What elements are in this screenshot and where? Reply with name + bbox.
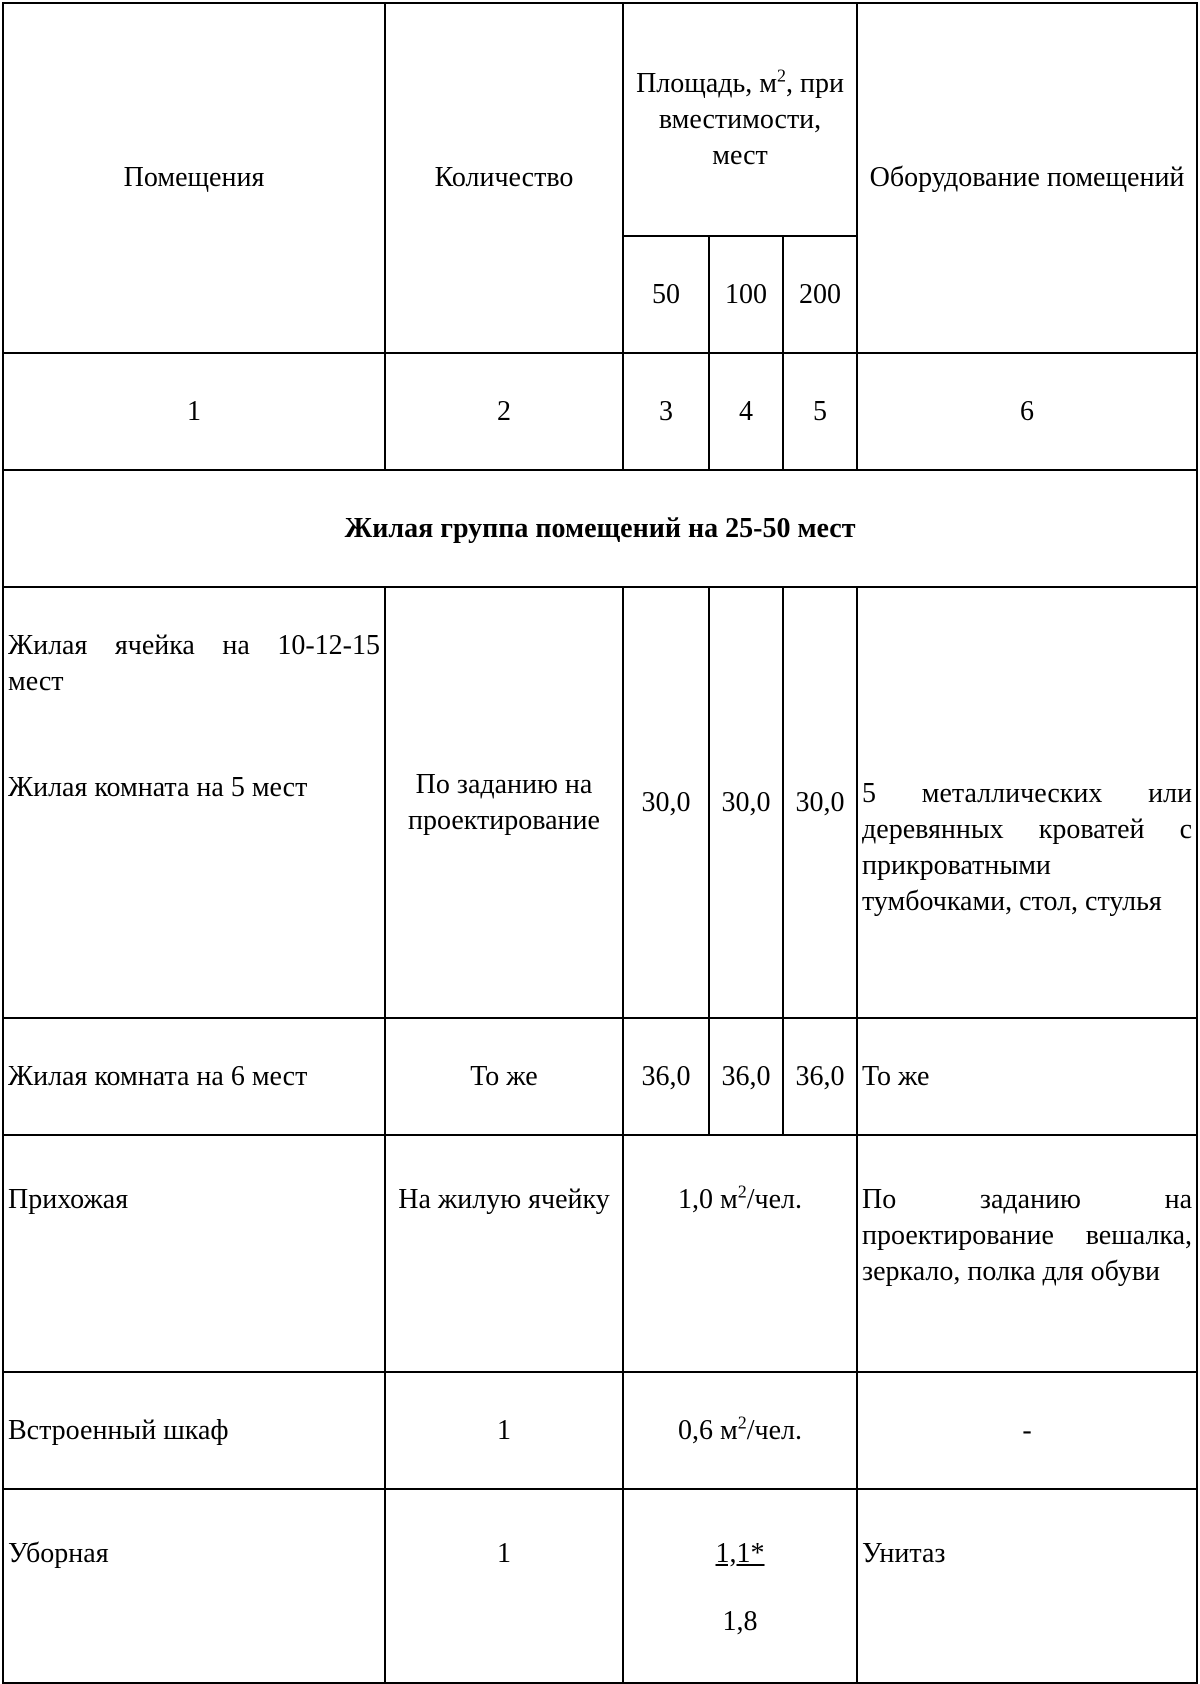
- room-equipment: То же: [857, 1018, 1197, 1135]
- table-row: [3, 587, 1197, 1018]
- table-row: [3, 1018, 1197, 1135]
- room-name: Встроенный шкаф: [3, 1372, 385, 1489]
- room-name: Прихожая: [3, 1135, 385, 1372]
- area-100: 36,0: [709, 1018, 783, 1135]
- room-area: 0,6 $м^2$/чел.: [623, 1372, 857, 1489]
- column-numbers-row: [3, 353, 1197, 470]
- table-row: [3, 1135, 1197, 1372]
- table-row: [3, 1372, 1197, 1489]
- room-quantity: 1: [385, 1489, 623, 1683]
- table-row: [3, 1489, 1197, 1683]
- column-number: 5: [783, 353, 857, 470]
- room-area: 1,1* 1,8: [623, 1489, 857, 1683]
- area-200: 30,0: [783, 587, 857, 1018]
- room-name: Жилая комната на 6 мест: [3, 1018, 385, 1135]
- area-50: 30,0: [623, 587, 709, 1018]
- room-name: Уборная: [3, 1489, 385, 1683]
- area-50: 36,0: [623, 1018, 709, 1135]
- room-name: Жилая ячейка на 10-12-15 мест Жилая комната на 5 мест: [3, 587, 385, 1018]
- room-equipment: -: [857, 1372, 1197, 1489]
- header-rooms: Помещения: [3, 3, 385, 353]
- area-100: 30,0: [709, 587, 783, 1018]
- column-number: 6: [857, 353, 1197, 470]
- room-quantity: По заданию на проектирование: [385, 587, 623, 1018]
- column-number: 2: [385, 353, 623, 470]
- column-number: 4: [709, 353, 783, 470]
- rooms-table: [2, 2, 1198, 1684]
- room-equipment: Унитаз: [857, 1489, 1197, 1683]
- header-area: Площадь, $м^2$, при вместимости, мест: [623, 3, 857, 236]
- room-area: 1,0 $м^2$/чел.: [623, 1135, 857, 1372]
- header-capacity-50: 50: [623, 236, 709, 353]
- header-capacity-200: 200: [783, 236, 857, 353]
- area-200: 36,0: [783, 1018, 857, 1135]
- header-capacity-100: 100: [709, 236, 783, 353]
- room-quantity: На жилую ячейку: [385, 1135, 623, 1372]
- room-equipment: 5 металлических или деревянных кроватей с прикроватными тумбочками, стол, стулья: [857, 587, 1197, 1018]
- column-number: 3: [623, 353, 709, 470]
- room-quantity: То же: [385, 1018, 623, 1135]
- section-title: Жилая группа помещений на 25-50 мест: [3, 470, 1197, 587]
- room-equipment: По заданию на проектирование вешалка, зеркало, полка для обуви: [857, 1135, 1197, 1372]
- header-quantity: Количество: [385, 3, 623, 353]
- column-number: 1: [3, 353, 385, 470]
- header-equipment: Оборудование помещений: [857, 3, 1197, 353]
- room-quantity: 1: [385, 1372, 623, 1489]
